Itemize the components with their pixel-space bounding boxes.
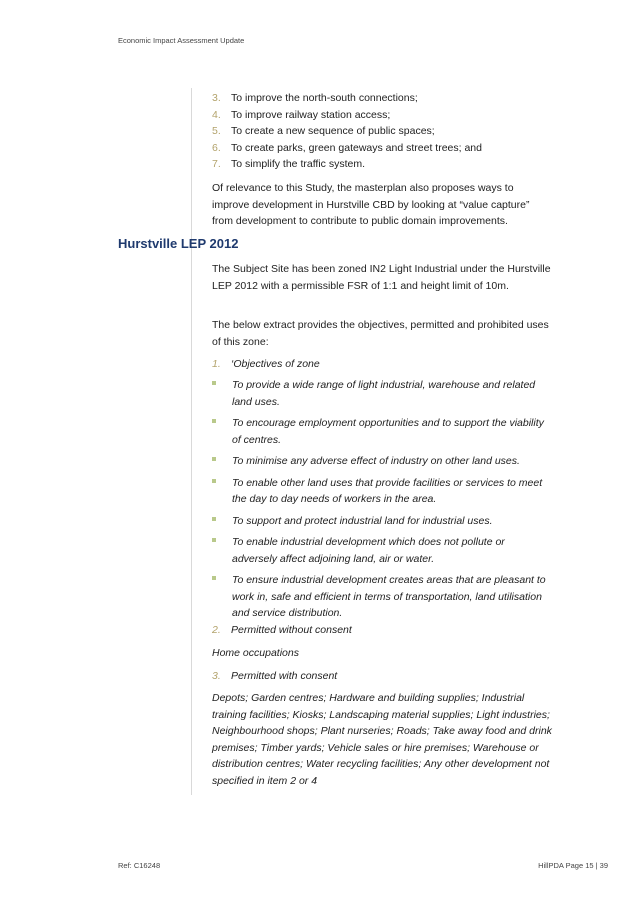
list-text: To improve the north-south connections; — [231, 92, 418, 104]
list-number: 6. — [212, 141, 221, 154]
list-number: 7. — [212, 158, 221, 171]
masterplan-paragraph: Of relevance to this Study, the masterplan also proposes ways to improve development in Hurstville CBD by looking at “value capture” from development to contribute to public domain improvements. — [212, 182, 530, 227]
bullet-item — [212, 513, 552, 530]
list-item — [212, 156, 482, 173]
footer-ref: Ref: C16248 — [118, 861, 161, 870]
bullet-text: To support and protect industrial land for industrial uses. — [232, 514, 493, 527]
bullet-item — [212, 572, 552, 622]
footer-page-number: HillPDA Page 15 | 39 — [538, 861, 608, 870]
list-item — [212, 90, 482, 107]
permitted-with-item — [212, 668, 552, 685]
permitted-with-label: Permitted with consent — [231, 670, 338, 682]
list-item — [212, 123, 482, 140]
bullet-text: To provide a wide range of light industrial, warehouse and related land uses. — [232, 379, 536, 408]
list-text: To create a new sequence of public spaces; — [231, 125, 435, 138]
margin-rule — [191, 88, 192, 795]
bullet-text: To enable industrial development which does not pollute or adversely affect adjoining land, air or water. — [232, 536, 505, 565]
objectives-item — [212, 356, 552, 373]
numbered-list — [212, 90, 482, 173]
bullet-item — [212, 534, 552, 567]
list-number: 3. — [212, 670, 221, 682]
bullet-text: To enable other land uses that provide facilities or services to meet the day to day needs of workers in the area. — [232, 476, 543, 505]
permitted-without-item — [212, 622, 552, 639]
square-bullet-icon — [212, 517, 216, 521]
home-occupations: Home occupations — [212, 647, 299, 659]
square-bullet-icon — [212, 381, 216, 385]
objectives-label: ‘Objectives of zone — [231, 358, 320, 370]
square-bullet-icon — [212, 457, 216, 461]
permitted-with-uses: Depots; Garden centres; Hardware and building supplies; Industrial training facilities; Kiosks; Landscaping material supplies; Light industries; Neighbourhood shops; Plant nurseries; Roads; Take away food and drink premises; Timber yards; Vehicle sales or hire premises; Warehouse or distribution centres; Water recycling facilities; Any other development not specified in item 2 or 4 — [212, 692, 552, 787]
running-header: Economic Impact Assessment Update — [118, 36, 245, 45]
list-item — [212, 140, 482, 157]
objectives-bullets — [212, 377, 552, 627]
list-item — [212, 107, 482, 124]
square-bullet-icon — [212, 538, 216, 542]
extract-intro-paragraph: The below extract provides the objectives, permitted and prohibited uses of this zone: — [212, 319, 549, 348]
list-number: 5. — [212, 125, 221, 138]
square-bullet-icon — [212, 479, 216, 483]
list-text: To improve railway station access; — [231, 108, 391, 121]
zoning-paragraph: The Subject Site has been zoned IN2 Light Industrial under the Hurstville LEP 2012 with a permissible FSR of 1:1 and height limit of 10m. — [212, 263, 551, 292]
bullet-text: To minimise any adverse effect of industry on other land uses. — [232, 455, 520, 467]
list-number: 3. — [212, 92, 221, 104]
bullet-item — [212, 453, 552, 470]
list-number: 2. — [212, 624, 221, 636]
list-text: To create parks, green gateways and street trees; and — [231, 141, 482, 154]
bullet-text: To ensure industrial development creates areas that are pleasant to work in, safe and efficient in terms of transportation, land utilisation and service distribution. — [232, 574, 546, 619]
square-bullet-icon — [212, 419, 216, 423]
list-text: To simplify the traffic system. — [231, 158, 366, 171]
square-bullet-icon — [212, 576, 216, 580]
permitted-without-label: Permitted without consent — [231, 624, 352, 636]
bullet-item — [212, 415, 552, 448]
list-number: 1. — [212, 358, 221, 370]
bullet-item — [212, 377, 552, 410]
bullet-item — [212, 475, 552, 508]
bullet-text: To encourage employment opportunities and to support the viability of centres. — [232, 417, 544, 446]
section-heading: Hurstville LEP 2012 — [118, 236, 239, 251]
list-number: 4. — [212, 108, 221, 121]
